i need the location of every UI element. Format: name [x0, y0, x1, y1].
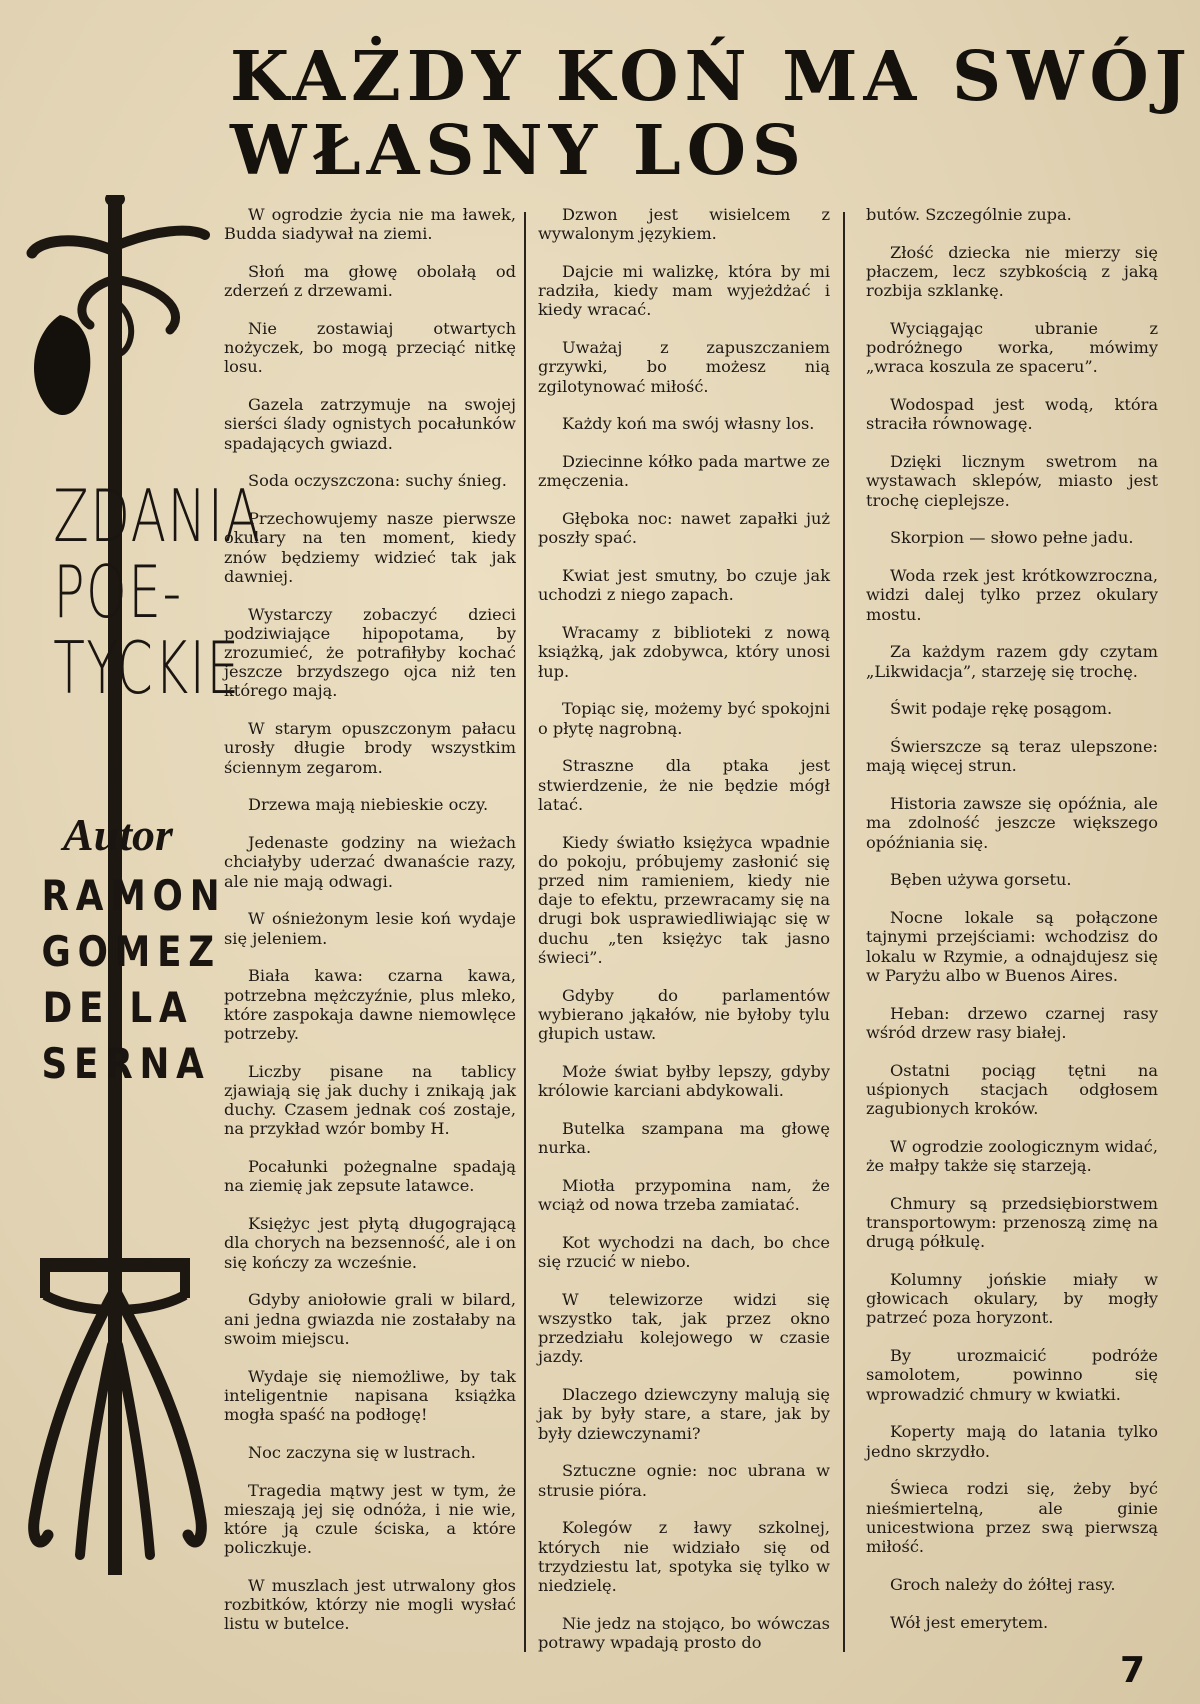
author-label: Autor: [63, 809, 173, 860]
author-name-line-4: SERNA: [41, 1039, 211, 1088]
title-line-2: WŁASNY LOS: [230, 111, 808, 191]
text-column-3: [866, 205, 1158, 1650]
aphorism: Pocałunki pożegnalne spadają na ziemię jak zepsute latawce.: [224, 1157, 516, 1196]
aphorism: Miotła przypomina nam, że wciąż od nowa trzeba zamiatać.: [538, 1175, 830, 1215]
column-divider: [524, 212, 526, 1652]
aphorism: Heban: drzewo czarnej rasy wśród drzew rasy białej.: [866, 1003, 1158, 1042]
aphorism: Każdy koń ma swój własny los.: [562, 414, 815, 434]
aphorism: Głęboka noc: nawet zapałki już poszły spać.: [538, 509, 830, 548]
aphorism: W ośnieżonym lesie koń wydaje się jeleniem.: [224, 909, 516, 948]
aphorism: Skorpion — słowo pełne jadu.: [890, 528, 1134, 548]
aphorism: W muszlach jest utrwalony głos rozbitków, którzy nie mogli wysłać listu w butelce.: [224, 1576, 516, 1634]
aphorism: Dziecinne kółko pada martwe ze zmęczenia.: [538, 452, 830, 491]
aphorism: Sztuczne ognie: noc ubrana w strusie pióra.: [538, 1461, 830, 1500]
aphorism: Dzięki licznym swetrom na wystawach sklepów, miasto jest trochę cieplejsze.: [866, 452, 1158, 510]
aphorism: W ogrodzie życia nie ma ławek, Budda siadywał na ziemi.: [224, 205, 516, 244]
aphorism: Wydaje się niemożliwe, by tak inteligentnie napisana książka mogła spaść na podłogę!: [224, 1366, 516, 1425]
aphorism: Butelka szampana ma głowę nurka.: [538, 1118, 830, 1158]
aphorism: By urozmaicić podróże samolotem, powinno się wprowadzić chmury w kwiatki.: [866, 1346, 1158, 1404]
section-label-line-3: TYCKIE: [53, 626, 241, 710]
aphorism: Świt podaje rękę posągom.: [890, 699, 1113, 719]
section-label: [53, 474, 262, 710]
aphorism: Wół jest emerytem.: [890, 1612, 1049, 1632]
aphorism: Słoń ma głowę obolałą od zderzeń z drzewami.: [224, 262, 516, 301]
aphorism: Uważaj z zapuszczaniem grzywki, bo możesz nią zgilotynować miłość.: [538, 338, 830, 396]
aphorism: Gdyby aniołowie grali w bilard, ani jedna gwiazda nie zostałaby na swoim miejscu.: [224, 1290, 516, 1348]
text-column-1: [224, 205, 516, 1652]
aphorism: Nocne lokale są połączone tajnymi przejściami: wchodzisz do lokalu w Rzymie, a odnajdujesz się w Paryżu albo w Buenos Aires.: [866, 908, 1158, 985]
aphorism: Soda oczyszczona: suchy śnieg.: [248, 471, 507, 491]
aphorism: Bęben używa gorsetu.: [890, 870, 1072, 890]
aphorism: Kolumny jońskie miały w głowicach okulary, by mogły patrzeć poza horyzont.: [866, 1270, 1158, 1328]
aphorism: Koperty mają do latania tylko jedno skrzydło.: [866, 1422, 1158, 1461]
aphorism: Świeca rodzi się, żeby być nieśmiertelną, ale ginie unicestwiona przez swą pierwszą miłość.: [866, 1479, 1158, 1557]
aphorism: Ostatni pociąg tętni na uśpionych stacjach odgłosem zagubionych kroków.: [866, 1060, 1158, 1119]
aphorism: Kiedy światło księżyca wpadnie do pokoju, próbujemy zasłonić się przed nim ramieniem, kiedy nie daje to efektu, przewracamy się na drugi bok usprawiedliwiając się w duchu „ten księżyc tak jasno świeci”.: [538, 832, 830, 967]
aphorism: Jedenaste godziny na wieżach chciałyby uderzać dwanaście razy, ale nie mają odwagi.: [224, 833, 516, 891]
aphorism: W starym opuszczonym pałacu urosły długie brody wszystkim ściennym zegarom.: [224, 719, 516, 777]
aphorism: Wystarczy zobaczyć dzieci podziwiające hipopotama, by zrozumieć, że potrafiłyby kochać jeszcze brzydszego ojca niż ten którego mają.: [224, 604, 516, 701]
aphorism: Nie jedz na stojąco, bo wówczas potrawy wpadają prosto do: [538, 1613, 830, 1653]
aphorism: Historia zawsze się opóźnia, ale ma zdolność jeszcze większego opóźniania się.: [866, 794, 1158, 852]
section-label-line-2: POE-: [53, 550, 183, 634]
article-title: [230, 37, 1193, 191]
aphorism: Może świat byłby lepszy, gdyby królowie karciani abdykowali.: [538, 1061, 830, 1101]
aphorism: W telewizorze widzi się wszystko tak, jak przez okno przedziału kolejowego w czasie jazdy.: [538, 1289, 830, 1367]
aphorism: Przechowujemy nasze pierwsze okulary na ten moment, kiedy znów będziemy widzieć tak jak dawniej.: [224, 509, 516, 586]
author-name-line-3: DE LA: [42, 983, 194, 1032]
aphorism: Tragedia mątwy jest w tym, że mieszają jej się odnóża, i nie wie, które ją czule ściska, a które policzkuje.: [224, 1480, 516, 1558]
aphorism: Drzewa mają niebieskie oczy.: [248, 795, 489, 815]
title-line-1: KAŻDY KOŃ MA SWÓJ: [230, 37, 1193, 117]
aphorism: Noc zaczyna się w lustrach.: [248, 1442, 476, 1462]
aphorism: Groch należy do żółtej rasy.: [890, 1574, 1116, 1594]
author-name-line-1: RAMON: [41, 871, 227, 920]
aphorism: Dzwon jest wisielcem z wywalonym językiem.: [538, 205, 830, 244]
aphorism: Biała kawa: czarna kawa, potrzebna mężczyźnie, plus mleko, które zaspokaja dawne niemowlęce potrzeby.: [224, 966, 516, 1044]
aphorism: Kolegów z ławy szkolnej, których nie widziało się od trzydziestu lat, spotyka się tylko w niedzielę.: [538, 1518, 830, 1596]
aphorism: Dlaczego dziewczyny malują się jak by były stare, a stare, jak by były dziewczynami?: [538, 1385, 830, 1443]
aphorism: Straszne dla ptaka jest stwierdzenie, że nie będzie mógł latać.: [538, 756, 830, 814]
aphorism: Wracamy z biblioteki z nową książką, jak zdobywca, który unosi łup.: [538, 623, 830, 681]
column-divider: [843, 212, 845, 1652]
aphorism: Kwiat jest smutny, bo czuje jak uchodzi z niego zapach.: [538, 566, 830, 605]
aphorism: Księżyc jest płytą długogrającą dla chorych na bezsenność, ale i on się kończy za wcześnie.: [224, 1214, 516, 1272]
aphorism: W ogrodzie zoologicznym widać, że małpy także się starzeją.: [866, 1136, 1158, 1176]
aphorism: Dajcie mi walizkę, która by mi radziła, kiedy mam wyjeżdżać i kiedy wracać.: [538, 262, 830, 320]
text-column-2: [538, 205, 830, 1671]
aphorism: Nie zostawiaj otwartych nożyczek, bo mogą przeciąć nitkę losu.: [224, 319, 516, 377]
aphorism: Gazela zatrzymuje na swojej sierści ślady ognistych pocałunków spadających gwiazd.: [224, 395, 516, 453]
aphorism: Wodospad jest wodą, która straciła równowagę.: [866, 395, 1158, 434]
aphorism: Złość dziecka nie mierzy się płaczem, lecz szybkością z jaką rozbija szklankę.: [866, 242, 1158, 301]
author-name: [41, 868, 227, 1092]
aphorism: Chmury są przedsiębiorstwem transportowym: przenoszą zimę na drugą półkulę.: [866, 1193, 1158, 1252]
aphorism: butów. Szczególnie zupa.: [866, 205, 1072, 224]
aphorism: Kot wychodzi na dach, bo chce się rzucić w niebo.: [538, 1232, 830, 1272]
aphorism: Topiąc się, możemy być spokojni o płytę nagrobną.: [538, 699, 830, 738]
aphorism: Woda rzek jest krótkowzroczna, widzi dalej tylko przez okulary mostu.: [866, 566, 1158, 624]
aphorism: Liczby pisane na tablicy zjawiają się jak duchy i znikają jak duchy. Czasem jednak coś zostaje, na przykład wzór bomby H.: [224, 1061, 516, 1139]
aphorism: Gdyby do parlamentów wybierano jąkałów, nie byłoby tylu głupich ustaw.: [538, 985, 830, 1044]
aphorism: Za każdym razem gdy czytam „Likwidacja”, starzeję się trochę.: [866, 642, 1158, 681]
aphorism: Świerszcze są teraz ulepszone: mają więcej strun.: [866, 737, 1158, 776]
author-name-line-2: GOMEZ: [41, 927, 221, 976]
page-number: 7: [1120, 1650, 1146, 1691]
aphorism: Wyciągając ubranie z podróżnego worka, mówimy „wraca koszula ze spaceru”.: [866, 319, 1158, 377]
section-label-line-1: ZDANIA: [53, 474, 262, 558]
